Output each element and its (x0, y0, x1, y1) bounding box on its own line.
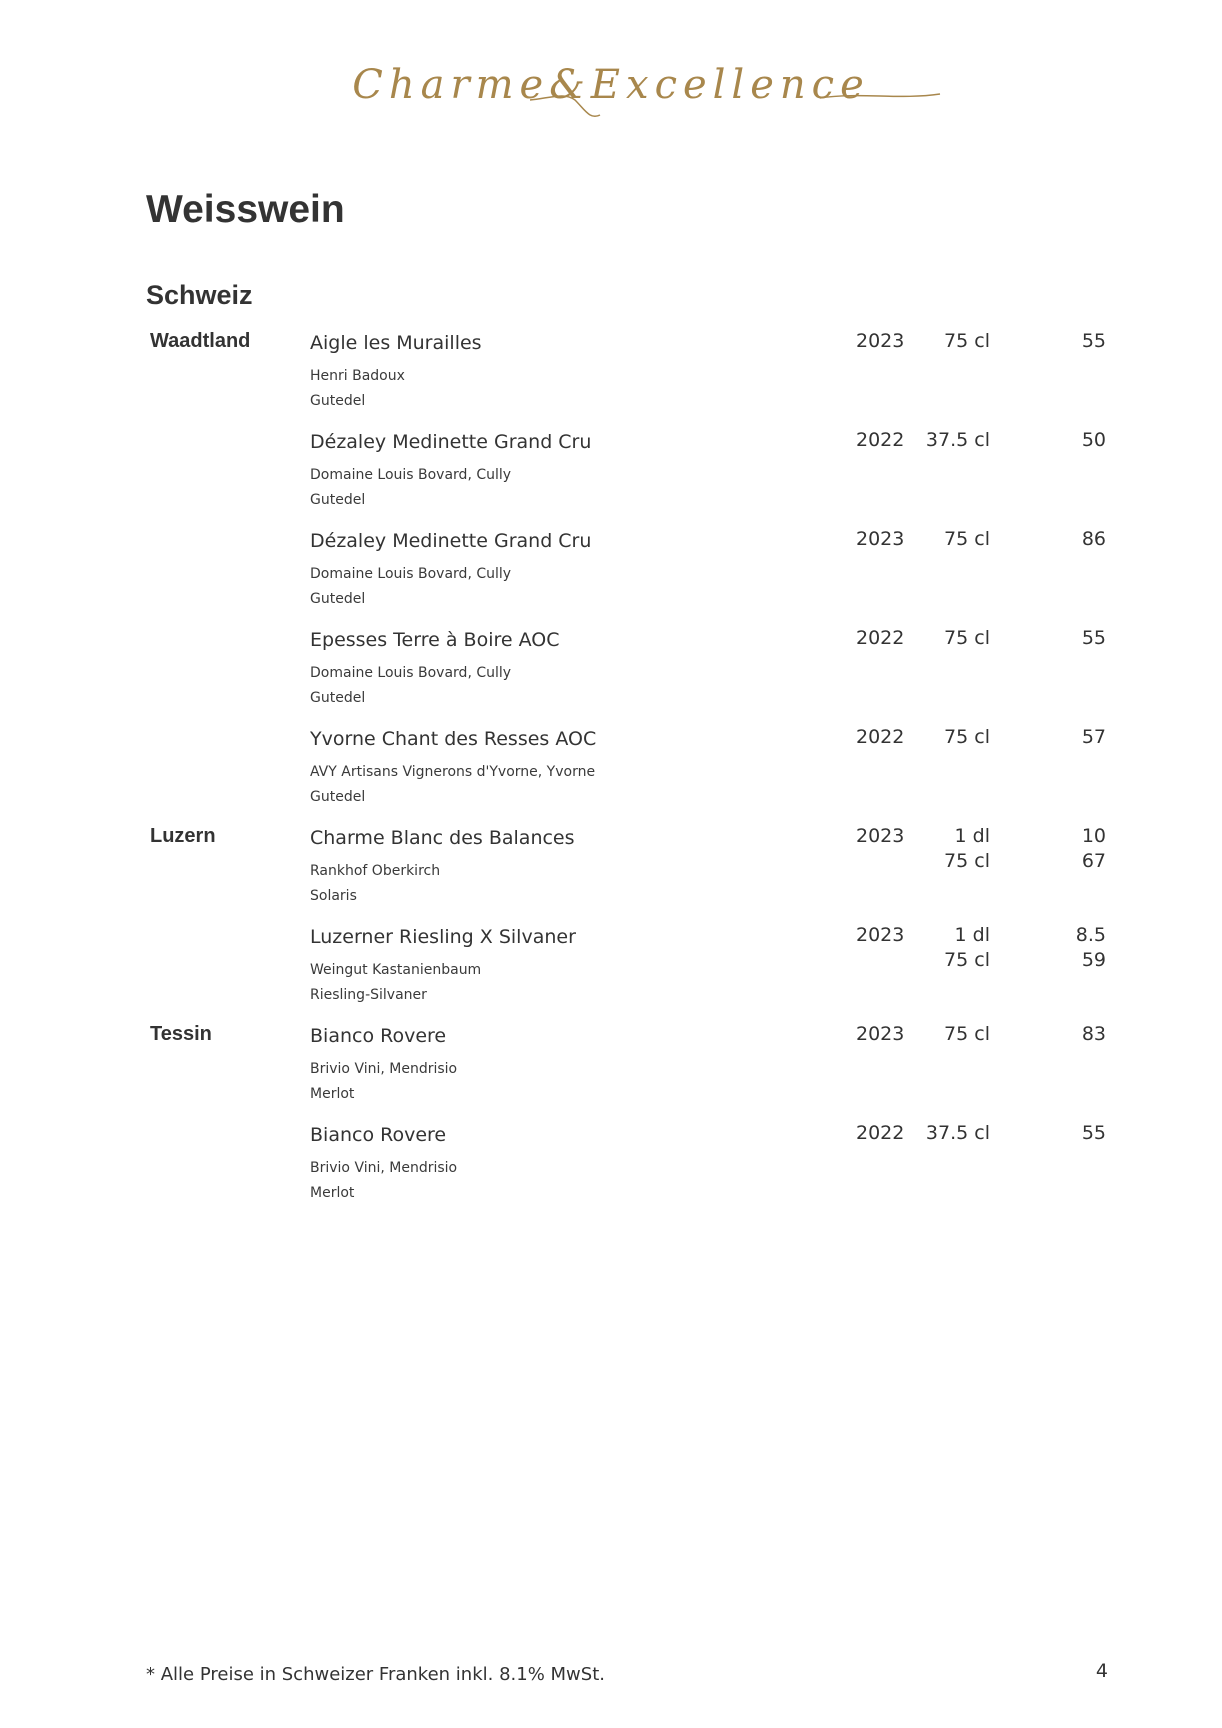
wine-grape: Solaris (310, 888, 357, 904)
wine-name: Luzerner Riesling X Silvaner (310, 926, 576, 948)
bottle-size: 75 cl (944, 850, 990, 872)
wine-name: Aigle les Murailles (310, 332, 482, 354)
bottle-size: 75 cl (944, 1023, 990, 1045)
page-title: Weisswein (146, 188, 345, 231)
bottle-size: 75 cl (944, 627, 990, 649)
wine-row (146, 1122, 1106, 1221)
wine-list (146, 330, 1106, 1221)
region-label: Tessin (150, 1023, 212, 1045)
wine-grape: Riesling-Silvaner (310, 987, 427, 1003)
wine-row (146, 330, 1106, 429)
wine-row (146, 528, 1106, 627)
wine-producer: AVY Artisans Vignerons d'Yvorne, Yvorne (310, 764, 596, 780)
wine-vintage: 2023 (856, 924, 905, 946)
wine-grape: Merlot (310, 1086, 355, 1102)
wine-row (146, 726, 1106, 825)
wine-row (146, 1023, 1106, 1122)
wine-grape: Gutedel (310, 591, 366, 607)
price: 83 (1081, 1023, 1106, 1045)
wine-producer: Domaine Louis Bovard, Cully (310, 665, 512, 681)
wine-vintage: 2023 (856, 1023, 905, 1045)
price: 67 (1081, 850, 1106, 872)
wine-name: Bianco Rovere (310, 1025, 447, 1047)
region-label: Waadtland (150, 330, 251, 352)
price: 55 (1081, 330, 1106, 352)
wine-grape: Merlot (310, 1185, 355, 1201)
wine-name: Charme Blanc des Balances (310, 827, 575, 849)
wine-producer: Rankhof Oberkirch (310, 863, 441, 879)
bottle-size: 75 cl (944, 528, 990, 550)
wine-vintage: 2022 (856, 726, 905, 748)
bottle-size: 1 dl (954, 825, 990, 847)
wine-name: Bianco Rovere (310, 1124, 447, 1146)
wine-name: Yvorne Chant des Resses AOC (310, 728, 597, 750)
bottle-size: 75 cl (944, 330, 990, 352)
price: 86 (1081, 528, 1106, 550)
price: 55 (1081, 1122, 1106, 1144)
price: 10 (1081, 825, 1106, 847)
wine-producer: Weingut Kastanienbaum (310, 962, 482, 978)
price-footnote: * Alle Preise in Schweizer Franken inkl. 8.1% MwSt. (146, 1664, 605, 1685)
bottle-size: 75 cl (944, 949, 990, 971)
country-heading: Schweiz (146, 280, 253, 310)
page-number: 4 (1095, 1660, 1108, 1682)
bottle-size: 37.5 cl (925, 429, 990, 451)
bottle-size: 37.5 cl (925, 1122, 990, 1144)
wine-grape: Gutedel (310, 393, 366, 409)
wine-row (146, 429, 1106, 528)
wine-grape: Gutedel (310, 492, 366, 508)
wine-row (146, 924, 1106, 1023)
wine-vintage: 2023 (856, 330, 905, 352)
wine-vintage: 2022 (856, 429, 905, 451)
wine-row (146, 627, 1106, 726)
bottle-size: 1 dl (954, 924, 990, 946)
wine-row (146, 825, 1106, 924)
price: 50 (1081, 429, 1106, 451)
wine-vintage: 2023 (856, 528, 905, 550)
wine-grape: Gutedel (310, 789, 366, 805)
wine-producer: Brivio Vini, Mendrisio (310, 1160, 458, 1176)
wine-producer: Domaine Louis Bovard, Cully (310, 467, 512, 483)
wine-name: Dézaley Medinette Grand Cru (310, 431, 592, 453)
wine-vintage: 2022 (856, 1122, 905, 1144)
wine-producer: Henri Badoux (310, 368, 405, 384)
price: 55 (1081, 627, 1106, 649)
brand-logo: Charme&Excellence (352, 62, 870, 108)
wine-name: Dézaley Medinette Grand Cru (310, 530, 592, 552)
wine-vintage: 2023 (856, 825, 905, 847)
wine-producer: Domaine Louis Bovard, Cully (310, 566, 512, 582)
region-label: Luzern (150, 825, 216, 847)
price: 59 (1081, 949, 1106, 971)
price: 8.5 (1075, 924, 1106, 946)
price: 57 (1081, 726, 1106, 748)
wine-name: Epesses Terre à Boire AOC (310, 629, 560, 651)
wine-vintage: 2022 (856, 627, 905, 649)
wine-producer: Brivio Vini, Mendrisio (310, 1061, 458, 1077)
bottle-size: 75 cl (944, 726, 990, 748)
wine-grape: Gutedel (310, 690, 366, 706)
